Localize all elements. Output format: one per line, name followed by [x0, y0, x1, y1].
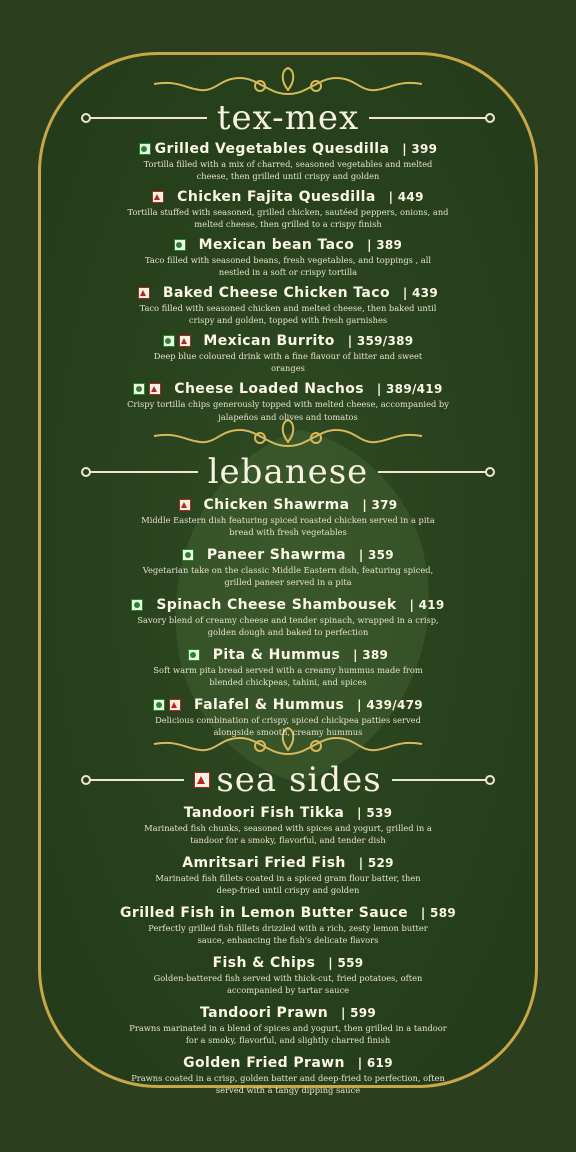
menu-item: [110, 284, 466, 326]
item-description: Crispy tortilla chips generously topped with melted cheese, accompanied by jalapeños and olives and tomatos: [127, 399, 449, 422]
section-header-sea-sides: [86, 760, 490, 800]
item-description: Savory blend of creamy cheese and tender spinach, wrapped in a crisp, golden dough and baked to perfection: [137, 615, 439, 637]
item-name: Chicken Shawrma: [203, 497, 350, 513]
menu-item: [110, 854, 466, 896]
non-veg-icon: [194, 772, 210, 788]
item-price: | 599: [340, 1006, 377, 1020]
section-title: sea sides: [216, 760, 382, 800]
item-name: Baked Cheese Chicken Taco: [162, 285, 390, 301]
veg-icon: [133, 383, 145, 395]
menu-items-tex-mex: [110, 140, 466, 424]
menu-item: [110, 188, 466, 230]
item-description: Prawns marinated in a blend of spices and yogurt, then grilled in a tandoor for a smoky, flavorful, and slightly charred finish: [129, 1023, 447, 1045]
item-price: | 359: [358, 548, 394, 562]
item-description: Middle Eastern dish featuring spiced roasted chicken served in a pita bread with fresh vegetables: [141, 515, 435, 537]
item-price: | 389/419: [376, 382, 443, 396]
item-name: Cheese Loaded Nachos: [174, 381, 364, 397]
item-description: Taco filled with seasoned chicken and melted cheese, then baked until crispy and golden, topped with fresh garnishes: [139, 303, 437, 325]
item-name: Fish & Chips: [212, 955, 316, 971]
menu-item: [110, 954, 466, 996]
divider-line: [86, 471, 198, 473]
item-name: Amritsari Fried Fish: [182, 855, 346, 871]
item-price: | 359/389: [347, 334, 414, 348]
divider-line: [86, 117, 207, 119]
item-description: Delicious combination of crispy, spiced chickpea patties served alongside smooth, creamy hummus: [155, 715, 421, 737]
item-description: Deep blue coloured drink with a fine flavour of bitter and sweet oranges: [153, 351, 423, 373]
item-price: | 379: [362, 498, 398, 512]
item-price: | 619: [357, 1056, 393, 1070]
item-price: | 559: [328, 956, 364, 970]
item-name: Mexican bean Taco: [198, 237, 355, 253]
non-veg-icon: [179, 335, 191, 347]
item-name: Tandoori Prawn: [199, 1005, 329, 1021]
non-veg-icon: [152, 191, 164, 203]
item-name: Golden Fried Prawn: [183, 1055, 345, 1071]
item-name: Spinach Cheese Shambousek: [156, 597, 397, 613]
item-price: | 419: [409, 598, 445, 612]
item-price: | 389: [353, 648, 389, 662]
non-veg-icon: [169, 699, 181, 711]
item-description: Vegetarian take on the classic Middle Eastern dish, featuring spiced, grilled paneer served in a pita: [142, 565, 434, 587]
item-description: Prawns coated in a crisp, golden batter and deep-fried to perfection, often served with a tangy dipping sauce: [131, 1073, 445, 1095]
menu-item: [110, 332, 466, 374]
section-title: lebanese: [207, 452, 369, 492]
menu-items-lebanese: [110, 496, 466, 738]
item-description: Marinated fish fillets coated in a spiced gram flour batter, then deep-fried until crispy and golden: [155, 873, 421, 895]
item-price: | 589: [420, 906, 456, 920]
menu-item: [110, 646, 466, 688]
menu-item: [110, 496, 466, 538]
item-price: | 389: [367, 238, 403, 252]
menu-item: [110, 804, 466, 846]
veg-icon: [188, 649, 200, 661]
divider-line: [378, 471, 490, 473]
item-description: Perfectly grilled fish fillets drizzled with a rich, zesty lemon butter sauce, enhancing the fish's delicate flavors: [148, 923, 428, 945]
item-name: Falafel & Hummus: [193, 697, 345, 713]
menu-item: [110, 596, 466, 638]
item-name: Mexican Burrito: [203, 333, 335, 349]
item-name: Chicken Fajita Quesdilla: [177, 189, 376, 205]
item-price: | 449: [388, 190, 424, 204]
ornament-divider-icon: [148, 66, 428, 100]
item-name: Tandoori Fish Tikka: [183, 805, 345, 821]
item-price: | 539: [357, 806, 393, 820]
item-name: Pita & Hummus: [212, 647, 341, 663]
section-header-tex-mex: [86, 98, 490, 138]
item-name: Paneer Shawrma: [206, 547, 346, 563]
veg-icon: [153, 699, 165, 711]
menu-item: [110, 1004, 466, 1046]
item-name: Grilled Vegetables Quesdilla: [154, 141, 390, 157]
item-description: Tortilla filled with a mix of charred, seasoned vegetables and melted cheese, then grilled until crispy and golden: [143, 159, 433, 181]
item-description: Golden-battered fish served with thick-cut, fried potatoes, often accompanied by tartar sauce: [153, 973, 423, 995]
menu-item: [110, 546, 466, 588]
veg-icon: [131, 599, 143, 611]
divider-line: [392, 779, 490, 781]
veg-icon: [139, 143, 151, 155]
menu-item: [110, 696, 466, 738]
veg-icon: [163, 335, 175, 347]
item-price: | 439/479: [357, 698, 423, 712]
item-price: | 399: [402, 142, 438, 156]
menu-item: [110, 1054, 466, 1096]
non-veg-icon: [179, 499, 191, 511]
veg-icon: [174, 239, 186, 251]
menu-item: [110, 380, 466, 424]
divider-line: [86, 779, 184, 781]
divider-line: [369, 117, 490, 119]
menu-item: [110, 236, 466, 278]
item-description: Soft warm pita bread served with a creamy hummus made from blended chickpeas, tahini, and spices: [153, 665, 423, 687]
section-title-group: [184, 760, 391, 800]
item-description: Marinated fish chunks, seasoned with spices and yogurt, grilled in a tandoor for a smoky, flavorful, and tender dish: [144, 823, 432, 845]
menu-item: [110, 140, 466, 182]
item-price: | 529: [358, 856, 394, 870]
non-veg-icon: [138, 287, 150, 299]
section-title: tex-mex: [216, 98, 360, 138]
item-name: Grilled Fish in Lemon Butter Sauce: [120, 905, 409, 921]
section-header-lebanese: [86, 452, 490, 492]
menu-items-sea-sides: [110, 804, 466, 1096]
menu-item: [110, 904, 466, 946]
veg-icon: [182, 549, 194, 561]
item-description: Tortilla stuffed with seasoned, grilled chicken, sautéed peppers, onions, and melted cheese, then grilled to a crispy finish: [127, 207, 449, 229]
item-description: Taco filled with seasoned beans, fresh vegetables, and toppings , all nestled in a soft or crispy tortilla: [144, 255, 432, 277]
non-veg-icon: [149, 383, 161, 395]
item-price: | 439: [402, 286, 438, 300]
